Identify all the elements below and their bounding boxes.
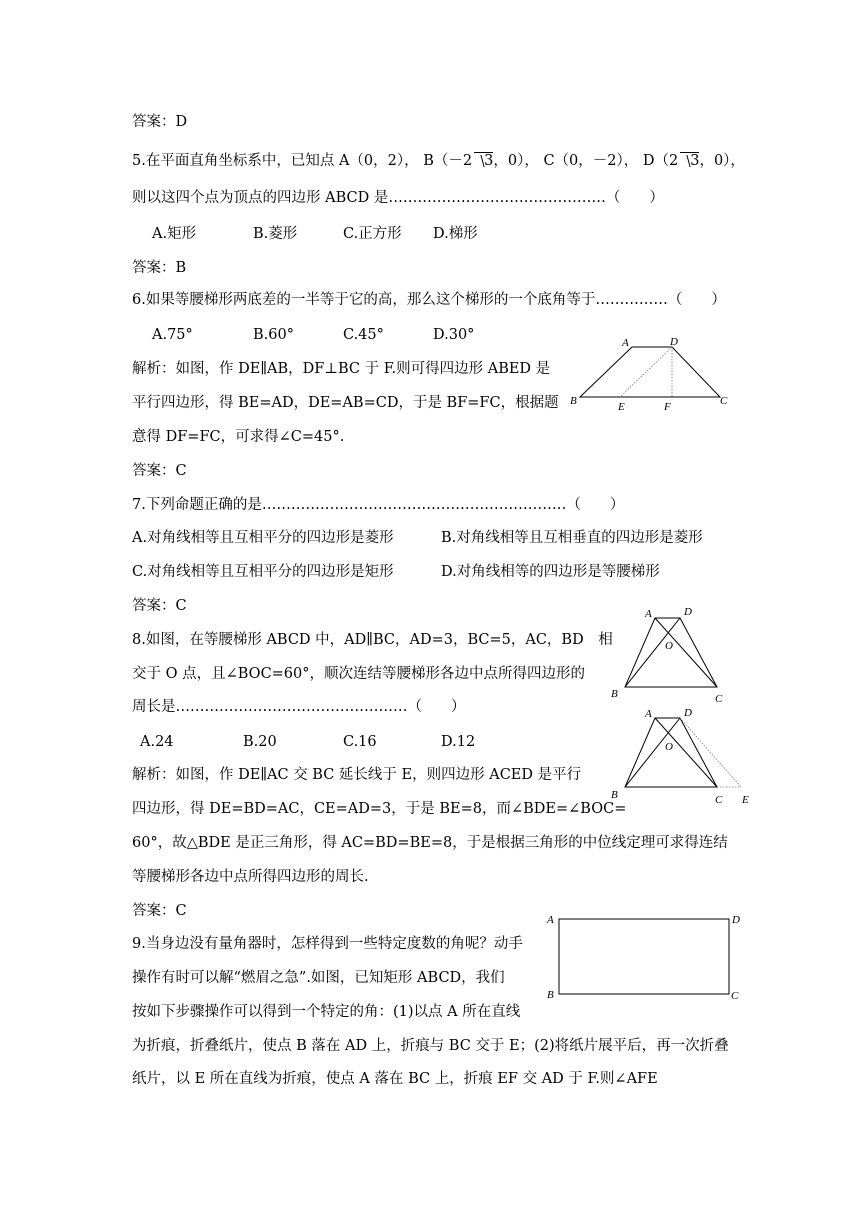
label-b: B	[547, 989, 554, 1001]
q8-option-d: D.12	[441, 734, 476, 750]
q7-option-c: C.对角线相等且互相平分的四边形是矩形	[132, 564, 394, 580]
q6-option-b: B.60°	[253, 327, 294, 343]
q6-solution-line3: 意得 DF=FC，可求得∠C=45°.	[132, 429, 345, 445]
q5-point-d-suffix: ，0），	[699, 153, 745, 169]
q9-stem-line1: 9.当身边没有量角器时，怎样得到一些特定度数的角呢？动手	[132, 936, 523, 952]
q5-point-d-prefix: D（2	[642, 153, 679, 169]
q8-solution-line1: 解析：如图，作 DE∥AC 交 BC 延长线于 E，则四边形 ACED 是平行	[132, 767, 582, 783]
q7-stem: 7.下列命题正确的是………………………………………………………（ ）	[132, 497, 625, 513]
label-c: C	[731, 990, 739, 1002]
answer-q7: 答案：C	[132, 598, 187, 614]
q9-stem-line3: 按如下步骤操作可以得到一个特定的角：(1)以点 A 所在直线	[132, 1004, 521, 1020]
q5-point-a: A（0，2），	[338, 153, 419, 169]
label-c: C	[715, 693, 723, 705]
q5-option-b: B.菱形	[253, 226, 298, 242]
q5-stem-line2: 则以这四个点为顶点的四边形 ABCD 是………………………………………（ ）	[132, 190, 664, 206]
q9-stem-line2: 操作有时可以解“燃眉之急”.如图，已知矩形 ABCD，我们	[132, 970, 505, 986]
q9-stem-line4: 为折痕，折叠纸片，使点 B 落在 AD 上，折痕与 BC 交于 E；(2)将纸片展平后，再一次折叠	[132, 1038, 729, 1054]
q9-stem-line5: 纸片，以 E 所在直线为折痕，使点 A 落在 BC 上，折痕 EF 交 AD 于 F.则∠AFE	[132, 1071, 658, 1087]
q8-solution-line4: 等腰梯形各边中点所得四边形的周长.	[132, 869, 369, 885]
q8-stem-line2: 交于 O 点，且∠BOC=60°，顺次连结等腰梯形各边中点所得四边形的	[132, 666, 586, 682]
q8-stem-line3: 周长是…………………………………………（ ）	[132, 699, 466, 715]
label-f: F	[664, 401, 671, 413]
q9-rectangle-figure	[543, 910, 748, 1005]
label-a: A	[645, 708, 652, 720]
q8-stem-line1: 8.如图，在等腰梯形 ABCD 中，AD∥BC，AD=3，BC=5，AC，BD 相	[132, 632, 613, 648]
label-o: O	[665, 741, 673, 753]
q6-solution-line1: 解析：如图，作 DE∥AB，DF⊥BC 于 F.则可得四边形 ABED 是	[132, 361, 551, 377]
answer-q4: 答案：D	[132, 114, 188, 130]
label-b: B	[611, 789, 618, 801]
q5-option-c: C.正方形	[343, 226, 402, 242]
label-a: A	[622, 337, 629, 349]
label-a: A	[645, 608, 652, 620]
label-o: O	[665, 640, 673, 652]
q7-option-b: B.对角线相等且互相垂直的四边形是菱形	[441, 530, 703, 546]
q8-option-a: A.24	[140, 734, 174, 750]
label-a: A	[547, 914, 554, 926]
answer-q5: 答案：B	[132, 260, 187, 276]
answer-q6: 答案：C	[132, 463, 187, 479]
q6-option-a: A.75°	[152, 327, 193, 343]
q5-option-d: D.梯形	[433, 226, 478, 242]
sqrt-symbol: 3	[680, 152, 699, 169]
label-e: E	[742, 794, 749, 806]
q8-trapezoid-figure-1	[605, 600, 730, 705]
q7-option-d: D.对角线相等的四边形是等腰梯形	[441, 564, 660, 580]
q7-option-a: A.对角线相等且互相平分的四边形是菱形	[132, 530, 394, 546]
q8-solution-line2: 四边形，得 DE=BD=AC，CE=AD=3，于是 BE=8，而∠BDE=∠BOC=	[132, 801, 627, 817]
q5-stem-line1	[132, 151, 745, 171]
q5-point-b-suffix: ，0），	[493, 153, 539, 169]
label-e: E	[618, 401, 625, 413]
label-d: D	[684, 606, 692, 618]
q6-solution-line2: 平行四边形，得 BE=AD，DE=AB=CD，于是 BF=FC，根据题	[132, 395, 559, 411]
label-c: C	[720, 395, 728, 407]
q8-trapezoid-figure-2	[605, 703, 755, 808]
answer-q8: 答案：C	[132, 903, 187, 919]
q8-solution-line3: 60°，故△BDE 是正三角形，得 AC=BD=BE=8，于是根据三角形的中位线定理可求得连结	[132, 835, 728, 851]
label-c: C	[715, 794, 723, 806]
label-b: B	[611, 688, 618, 700]
q6-stem: 6.如果等腰梯形两底差的一半等于它的高，那么这个梯形的一个底角等于……………（ ）	[132, 292, 726, 308]
sqrt-symbol: 3	[474, 152, 493, 169]
q6-option-d: D.30°	[433, 327, 475, 343]
label-d: D	[684, 707, 692, 719]
q6-trapezoid-figure	[568, 333, 738, 413]
label-d: D	[732, 914, 740, 926]
q5-stem-text: 5.在平面直角坐标系中，已知点	[132, 153, 335, 169]
q5-point-c: C（0，－2），	[543, 153, 639, 169]
q6-option-c: C.45°	[343, 327, 384, 343]
q5-point-b-prefix: B（－2	[423, 153, 473, 169]
q8-option-c: C.16	[343, 734, 377, 750]
q5-option-a: A.矩形	[152, 226, 197, 242]
q8-option-b: B.20	[243, 734, 277, 750]
label-b: B	[570, 395, 577, 407]
label-d: D	[670, 336, 678, 348]
